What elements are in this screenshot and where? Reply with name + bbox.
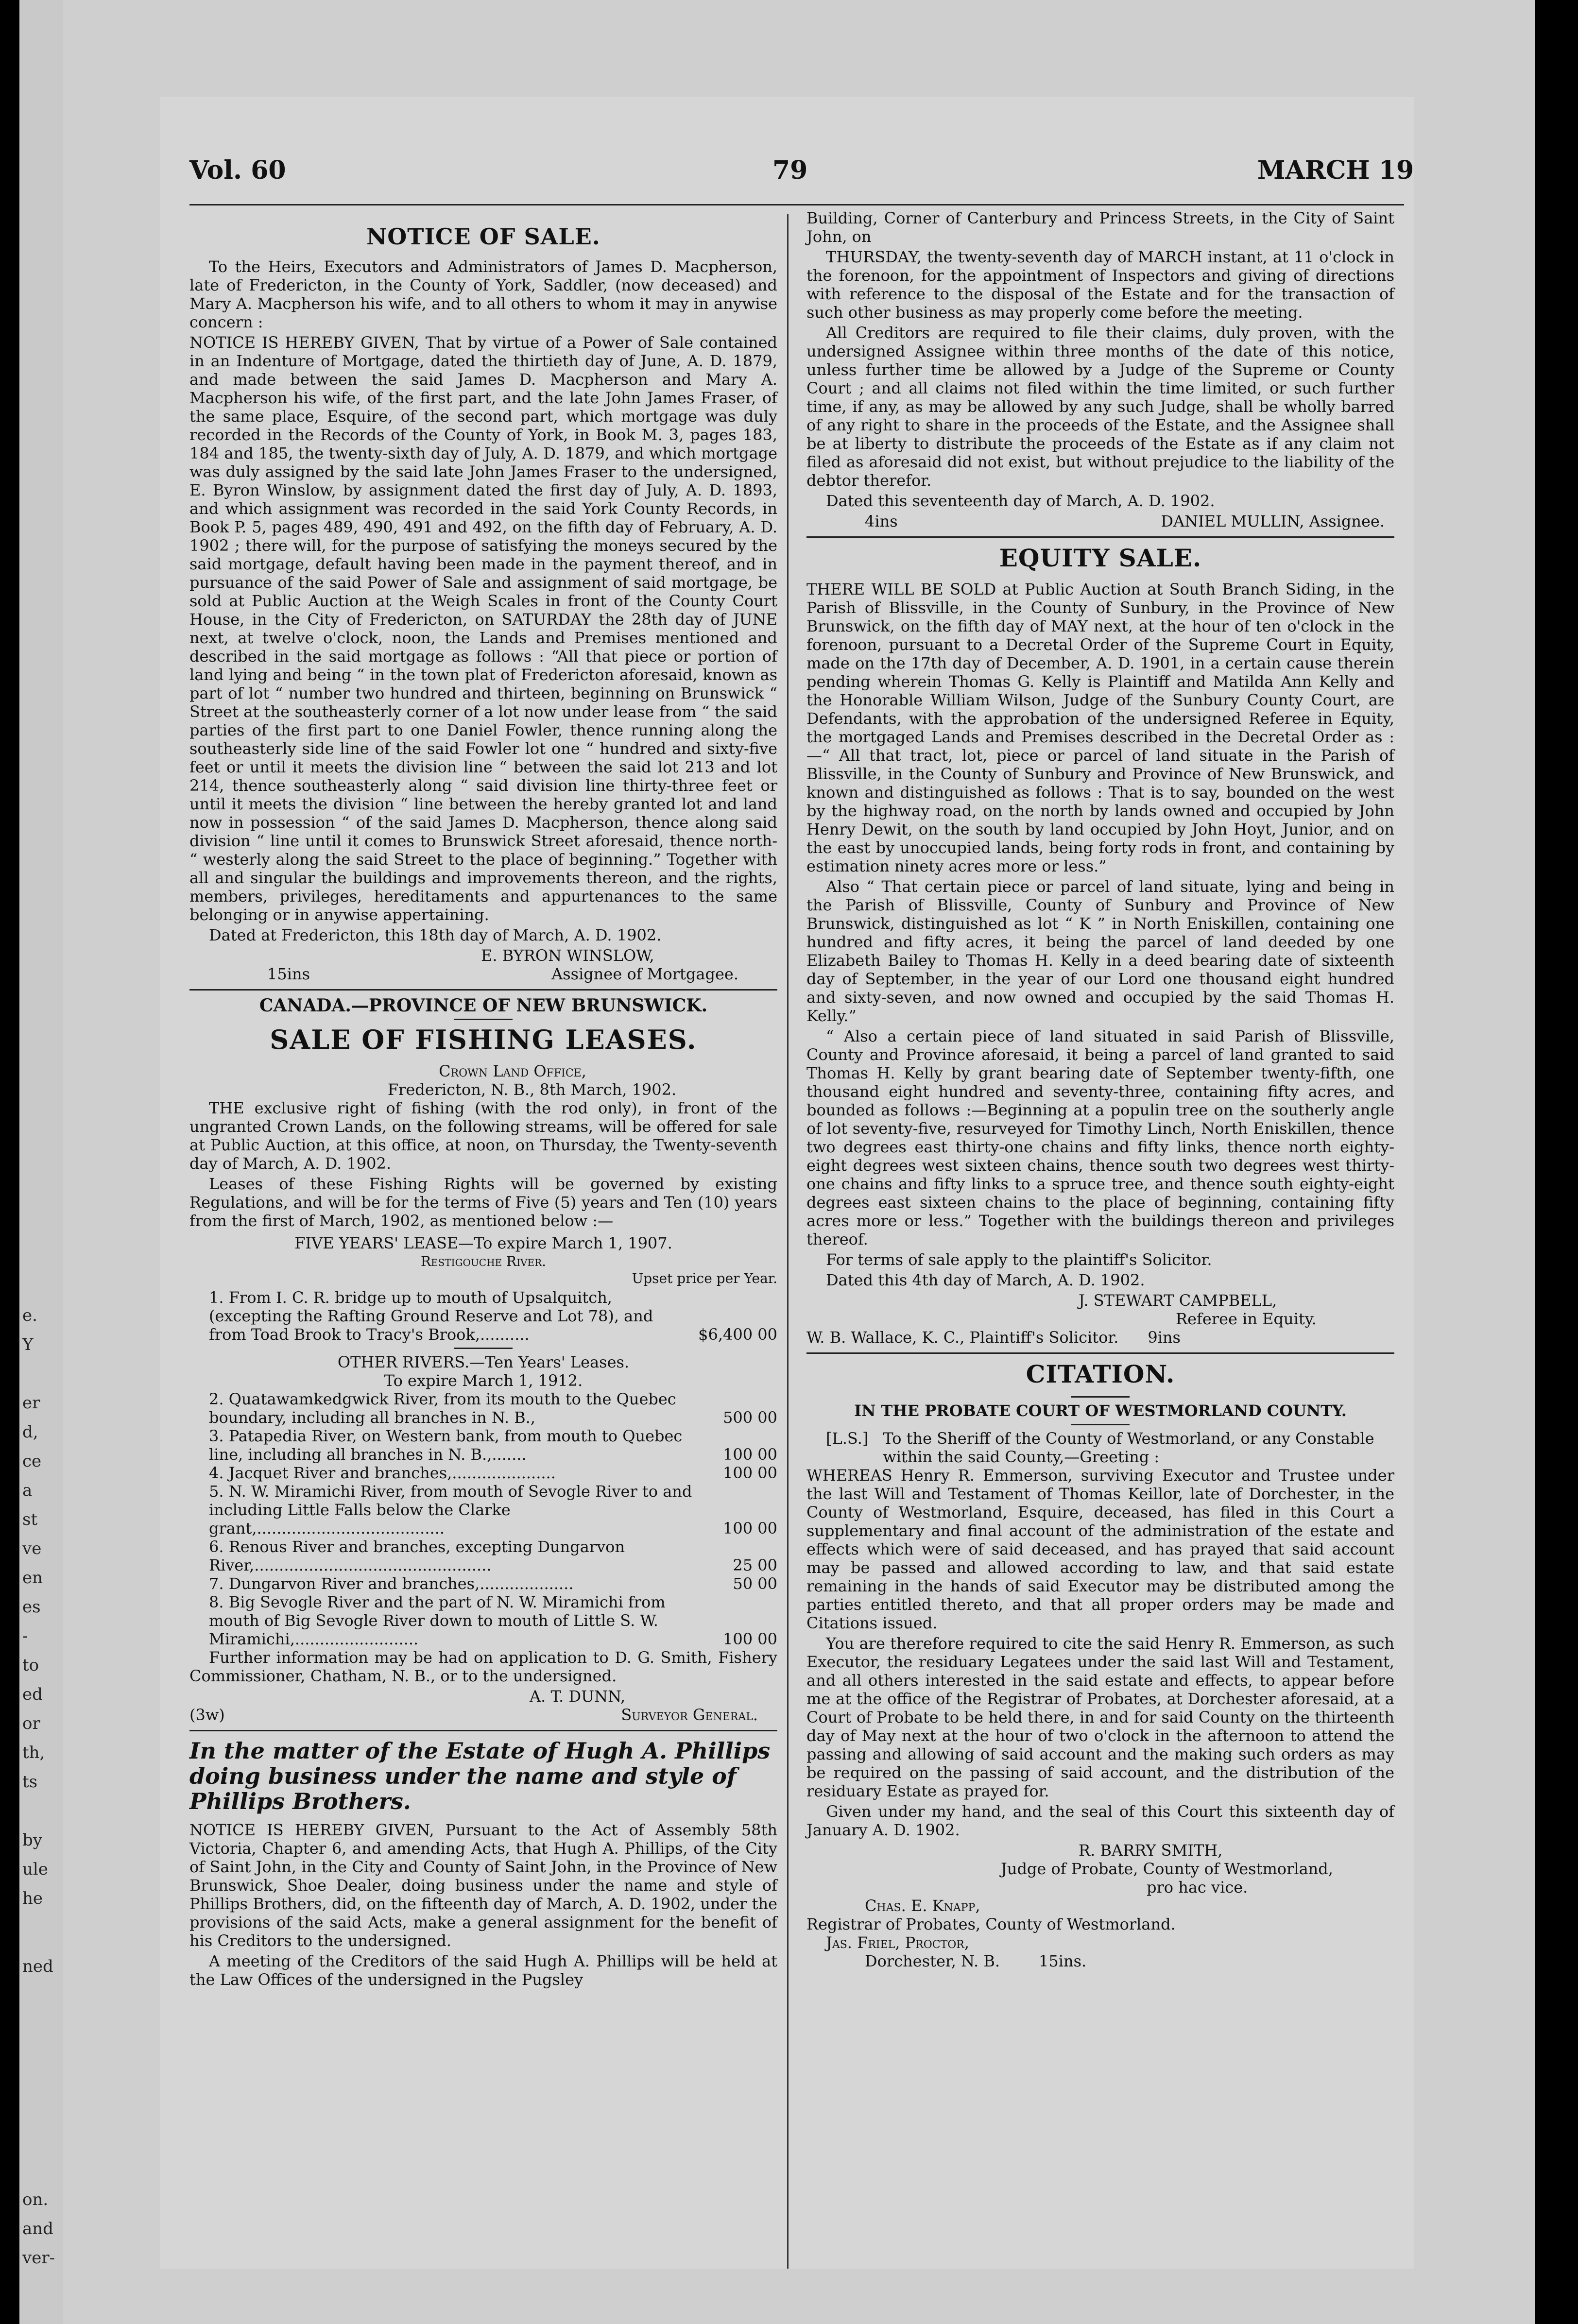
page-header [189, 155, 1433, 194]
lease-amount: 100 00 [723, 1464, 777, 1482]
equity-sale-title: EQUITY SALE. [999, 544, 1202, 572]
fishing-place-date: Fredericton, N. B., 8th March, 1902. [387, 1080, 677, 1099]
lease-amount: 100 00 [723, 1519, 777, 1538]
lease-amount: 50 00 [733, 1574, 777, 1593]
lease-description: 5. N. W. Miramichi River, from mouth of Sevogle River to and including Little Falls below the Clarke grant,...................................... [209, 1482, 692, 1538]
lease-description: 4. Jacquet River and branches,..................... [209, 1464, 556, 1482]
edge-fragment: and [22, 2219, 53, 2239]
newspaper-page [160, 97, 1414, 2269]
section-rule [189, 989, 777, 991]
short-rule [454, 1019, 513, 1020]
volume-number: Vol. 60 [189, 155, 286, 185]
citation-registrar: Chas. E. Knapp, [865, 1897, 980, 1915]
left-column [189, 219, 777, 1991]
citation-registrar-role: Registrar of Probates, County of Westmorland. [806, 1915, 1176, 1933]
lease-item [189, 1482, 777, 1538]
lease-item [189, 1464, 777, 1482]
notice-signoff [189, 965, 777, 983]
lease-description: 1. From I. C. R. bridge up to mouth of Upsalquitch, (excepting the Rafting Ground Reserve and Lot 78), and from Toad Brook to Tracy's Brook,.......... [209, 1288, 653, 1344]
equity-also-1: Also “ That certain piece or parcel of land situate, lying and being in the Parish of Blissville, County of Sunbury and Province of New Brunswick, distinguished as lot “ K ” in North Eniskillen, containing one hundred and fifty acres, it being the parcel of land deeded by one Elizabeth Bailey to Thomas H. Kelly in a deed bearing date of sixteenth day of September, in the year of our Lord one thousand eight hundred and sixty-seven, and now owned and occupied by the said Thomas H. Kelly.” [806, 877, 1394, 1025]
phillips-dated: Dated this seventeenth day of March, A. D. 1902. [826, 492, 1215, 510]
equity-solicitor-row [806, 1328, 1394, 1347]
lease-description: 6. Renous River and branches, excepting Dungarvon River,................................................ [209, 1538, 625, 1574]
equity-signer: J. STEWART CAMPBELL, [1079, 1291, 1277, 1310]
fishing-signer: A. T. DUNN, [530, 1687, 626, 1706]
phillips-signer: DANIEL MULLIN, Assignee. [1161, 512, 1385, 530]
other-rivers-heading: OTHER RIVERS.—Ten Years' Leases. [337, 1353, 630, 1371]
citation-judge-role: Judge of Probate, County of Westmorland, [1001, 1860, 1333, 1878]
lease-description: 2. Quatawamkedgwick River, from its mouth to the Quebec boundary, including all branches in N. B., [209, 1390, 676, 1427]
edge-fragment: he [22, 1889, 43, 1908]
citation-required: You are therefore required to cite the said Henry R. Emmerson, as such Executor, the residuary Legatees under the said last Will and Testament, and all others interested in the said estate and effects, to appear before me at the office of the Registrar of Probates, at Dorchester aforesaid, at a Court of Probate to be held there, in and for said County on the thirteenth day of May next at the hour of two o'clock in the afternoon to attend the passing and allowing of said account and the making such orders as may be required on the passing of said account, and the distribution of the residuary Estate as prayed for. [806, 1634, 1394, 1800]
lease-item [189, 1288, 777, 1344]
column-divider [787, 214, 789, 2269]
fishing-code: (3w) [189, 1706, 225, 1724]
citation-pro-hac: pro hac vice. [1147, 1878, 1248, 1897]
notice-dated: Dated at Fredericton, this 18th day of March, A. D. 1902. [209, 926, 662, 944]
fishing-signoff [189, 1706, 777, 1724]
short-rule [1071, 1424, 1130, 1425]
citation-title: CITATION. [1026, 1360, 1175, 1388]
five-year-heading: FIVE YEARS' LEASE—To expire March 1, 1907. [294, 1234, 672, 1252]
restigouche-heading: Restigouche River. [420, 1253, 547, 1269]
lease-amount: 100 00 [723, 1630, 777, 1648]
edge-fragment: ver- [22, 2248, 55, 2268]
edge-fragment: ce [22, 1452, 42, 1471]
edge-fragment: ule [22, 1860, 48, 1879]
equity-solicitor: W. B. Wallace, K. C., Plaintiff's Solicitor. [806, 1328, 1119, 1347]
section-rule [806, 1352, 1394, 1354]
lease-amount: 500 00 [723, 1408, 777, 1427]
fishing-further: Further information may be had on application to D. G. Smith, Fishery Commissioner, Chatham, N. B., or to the undersigned. [189, 1648, 777, 1685]
fishing-leases-terms: Leases of these Fishing Rights will be governed by existing Regulations, and will be for the terms of Five (5) years and Ten (10) years from the first of March, 1902, as mentioned below :— [189, 1175, 777, 1230]
notice-body: NOTICE IS HEREBY GIVEN, That by virtue of a Power of Sale contained in an Indenture of Mortgage, dated the thirtieth day of June, A. D. 1879, and made between the said James D. Macpherson and Mary A. Macpherson his wife, of the first part, and the late John James Fraser, of the same place, Esquire, of the second part, which mortgage was duly recorded in the Records of the County of York, in Book M. 3, pages 183, 184 and 185, the twenty-sixth day of July, A. D. 1879, and which mortgage was duly assigned by the said late John James Fraser to the undersigned, E. Byron Winslow, by assignment dated the first day of July, A. D. 1893, and which assignment was recorded in the said York County Records, in Book P. 5, pages 489, 490, 491 and 492, on the fifth day of February, A. D. 1902 ; there will, for the purpose of satisfying the moneys secured by the said mortgage, default having been made in the payment thereof, and in pursuance of the said Power of Sale and assignment of said mortgage, be sold at Public Auction at the Weigh Scales in front of the County Court House, in the City of Fredericton, on SATURDAY the 28th day of JUNE next, at twelve o'clock, noon, the Lands and Premises mentioned and described in the said mortgage as follows : “All that piece or portion of land lying and being “ in the town plat of Fredericton aforesaid, known as part of lot “ number two hundred and thirteen, beginning on Brunswick “ Street at the southeasterly corner of a lot now under lease from “ the said parties of the first part to one Daniel Fowler, thence running along the southeasterly side line of the said Fowler lot one “ hundred and sixty-five feet or until it meets the division line “ between the said lot 213 and lot 214, thence southeasterly along “ said division line thirty-three feet or until it meets the division “ line between the hereby granted lot and land now in possession “ of the said James D. Macpherson, thence along said division “ line until it comes to Brunswick Street aforesaid, thence north- “ westerly along the said Street to the place of beginning.” Together with all and singular the buildings and improvements thereon, and the rights, members, privileges, hereditaments and appurtenances to the same belonging or in anywise appertaining. [189, 333, 777, 924]
edge-fragment: ed [22, 1685, 43, 1704]
edge-fragment: ts [22, 1772, 38, 1792]
edge-fragment: er [22, 1393, 40, 1413]
lease-description: 7. Dungarvon River and branches,................... [209, 1574, 574, 1593]
edge-fragment: es [22, 1597, 41, 1617]
other-rivers-expiry: To expire March 1, 1912. [384, 1371, 583, 1390]
lease-item [189, 1538, 777, 1574]
citation-court: IN THE PROBATE COURT OF WESTMORLAND COUNTY. [854, 1401, 1347, 1420]
citation-proctor-place: Dorchester, N. B. [865, 1952, 1000, 1970]
short-rule [454, 1348, 513, 1349]
citation-whereas: WHEREAS Henry R. Emmerson, surviving Executor and Trustee under the last Will and Testament of Thomas Keillor, late of Dorchester, in the County of Westmorland, Esquire, deceased, has filed in this Court a supplementary and final account of the administration of the estate and effects which were of said deceased, and has prayed that said account may be passed and allowed according to law, and that said estate remaining in the hands of said Executor may be distributed among the parties entitled thereto, and that all proper orders may be made and Citations issued. [806, 1466, 1394, 1632]
edge-fragment: by [22, 1830, 42, 1850]
edge-fragment: Y [22, 1335, 34, 1354]
notice-insertions: 15ins [267, 965, 310, 983]
equity-insertions: 9ins [1148, 1328, 1181, 1347]
issue-date: MARCH 19 [1257, 155, 1414, 185]
fishing-leases-title: SALE OF FISHING LEASES. [270, 1024, 697, 1055]
page-number: 79 [772, 155, 808, 185]
citation-insertions: 15ins. [1039, 1952, 1087, 1970]
upset-price-label: Upset price per Year. [632, 1270, 777, 1286]
lease-description: 3. Patapedia River, on Western bank, from mouth to Quebec line, including all branches in N. B.,....... [209, 1427, 683, 1464]
edge-fragment: - [22, 1626, 28, 1646]
lease-item [189, 1427, 777, 1464]
edge-fragment: d, [22, 1422, 38, 1442]
phillips-signoff [806, 512, 1394, 530]
lease-amount: 100 00 [723, 1445, 777, 1464]
fishing-intro: THE exclusive right of fishing (with the rod only), in front of the ungranted Crown Lands, on the following streams, will be offered for sale at Public Auction, at this office, at noon, on Thursday, the Twenty-seventh day of March, A. D. 1902. [189, 1099, 777, 1173]
phillips-meeting-continued: Building, Corner of Canterbury and Princess Streets, in the City of Saint John, on [806, 209, 1394, 246]
edge-fragment: st [22, 1510, 38, 1529]
lease-item [189, 1574, 777, 1593]
equity-body: THERE WILL BE SOLD at Public Auction at South Branch Siding, in the Parish of Blissville, in the County of Sunbury, in the Province of New Brunswick, on the fifth day of MAY next, at the hour of ten o'clock in the forenoon, pursuant to a Decretal Order of the Supreme Court in Equity, made on the 17th day of December, A. D. 1901, in a certain cause therein pending wherein Thomas G. Kelly is Plaintiff and Matilda Ann Kelly and the Honorable William Wilson, Judge of the Sunbury County Court, are Defendants, with the approbation of the undersigned Referee in Equity, the mortgaged Lands and Premises described in the Decretal Order as :—“ All that tract, lot, piece or parcel of land situate in the Parish of Blissville, in the County of Sunbury and Province of New Brunswick, and known and distinguished as follows : That is to say, bounded on the west by the highway road, on the north by lands owned and occupied by John Henry Dewit, on the south by land occupied by John Hoyt, Junior, and on the east by unoccupied lands, being forty rods in front, and containing by estimation ninety acres more or less.” [806, 580, 1394, 875]
citation-proctor: Jas. Friel, Proctor, [826, 1933, 970, 1952]
edge-fragment: on. [22, 2190, 49, 2209]
edge-fragment: to [22, 1656, 39, 1675]
short-rule [1071, 1396, 1130, 1398]
equity-also-2: “ Also a certain piece of land situated in said Parish of Blissville, County and Province aforesaid, it being a parcel of land granted to said Thomas H. Kelly by grant bearing date of September twenty-fifth, one thousand eight hundred and seventy-three, containing fifty acres, and bounded as follows :—Beginning at a populin tree on the southerly angle of lot seventy-five, resurveyed for Timothy Linch, North Eniskillen, thence two degrees east thirty-one chains and fifty links, thence north eighty-eight degrees west sixteen chains, thence south two degrees west thirty-one chains and fifty links to a spruce tree, and thence south eighty-eight degrees east sixteen chains to the place of beginning, containing fifty acres more or less.” Together with the buildings thereon and privileges thereof. [806, 1027, 1394, 1248]
edge-fragment: th, [22, 1743, 45, 1762]
province-heading: CANADA.—PROVINCE OF NEW BRUNSWICK. [259, 995, 708, 1016]
edge-fragment: ve [22, 1539, 42, 1558]
phillips-body: NOTICE IS HEREBY GIVEN, Pursuant to the Act of Assembly 58th Victoria, Chapter 6, and amending Acts, that Hugh A. Phillips, of the City of Saint John, in the City and County of Saint John, in the Province of New Brunswick, Shoe Dealer, doing business under the name and style of Phillips Brothers, did, on the fifteenth day of March, A. D. 1902, under the provisions of the said Acts, make a general assignment for the benefit of his Creditors to the undersigned. [189, 1821, 777, 1950]
phillips-title: In the matter of the Estate of Hugh A. Phillips doing business under the name and style of Phillips Brothers. [189, 1738, 771, 1814]
section-rule [189, 1730, 777, 1731]
phillips-insertions: 4ins [865, 512, 898, 530]
crown-land-office: Crown Land Office, [439, 1062, 586, 1080]
paper [19, 0, 1535, 2324]
citation-proctor-row [806, 1952, 1394, 1970]
equity-role: Referee in Equity. [1176, 1310, 1317, 1328]
edge-fragment: ned [22, 1957, 53, 1976]
edge-fragment: en [22, 1568, 43, 1588]
right-column [806, 209, 1394, 1970]
lease-amount: $6,400 00 [698, 1325, 777, 1344]
section-rule [806, 536, 1394, 538]
citation-address: To the Sheriff of the County of Westmorland, or any Constable within the said County,—Greeting : [883, 1429, 1374, 1466]
lease-item [189, 1593, 777, 1648]
citation-given: Given under my hand, and the seal of this Court this sixteenth day of January A. D. 1902. [806, 1802, 1394, 1839]
lease-amount: 25 00 [733, 1556, 777, 1574]
citation-judge: R. BARRY SMITH, [1079, 1841, 1223, 1860]
header-rule [189, 204, 1404, 205]
lease-item [189, 1390, 777, 1427]
edge-fragment: or [22, 1714, 40, 1733]
fishing-role: Surveyor General. [621, 1706, 758, 1724]
lease-description: 8. Big Sevogle River and the part of N. W. Miramichi from mouth of Big Sevogle River down to mouth of Little S. W. Miramichi,......................... [209, 1593, 666, 1648]
notice-address: To the Heirs, Executors and Administrators of James D. Macpherson, late of Fredericton, in the County of York, Saddler, (now deceased) and Mary A. Macpherson his wife, and to all others to whom it may in anywise concern : [189, 257, 777, 331]
citation-address-row [806, 1429, 1394, 1466]
notice-role: Assignee of Mortgagee. [551, 965, 738, 983]
notice-of-sale-title: NOTICE OF SALE. [366, 223, 600, 250]
phillips-creditors: All Creditors are required to file their claims, duly proven, with the undersigned Assignee within three months of the date of this notice, unless further time be allowed by a Judge of the Supreme or County Court ; and all claims not filed within the time limited, or such further time, if any, as may be allowed by any such Judge, shall be wholly barred of any right to share in the proceeds of the Estate, and the Assignee shall be at liberty to distribute the proceeds of the Estate as if any claim not filed as aforesaid did not exist, but without prejudice to the liability of the debtor therefor. [806, 324, 1394, 490]
edge-fragment: e. [22, 1306, 37, 1325]
equity-dated: Dated this 4th day of March, A. D. 1902. [826, 1271, 1145, 1289]
citation-seal: [L.S.] [826, 1429, 869, 1448]
phillips-meeting: A meeting of the Creditors of the said Hugh A. Phillips will be held at the Law Offices of the undersigned in the Pugsley [189, 1952, 777, 1989]
phillips-thursday: THURSDAY, the twenty-seventh day of MARCH instant, at 11 o'clock in the forenoon, for the appointment of Inspectors and giving of directions with reference to the disposal of the Estate and for the transaction of such other business as may properly come before the meeting. [806, 248, 1394, 322]
equity-terms: For terms of sale apply to the plaintiff's Solicitor. [826, 1250, 1212, 1269]
left-edge-adjacent-page [19, 0, 63, 2324]
edge-fragment: a [22, 1481, 33, 1500]
notice-signer: E. BYRON WINSLOW, [481, 946, 654, 965]
